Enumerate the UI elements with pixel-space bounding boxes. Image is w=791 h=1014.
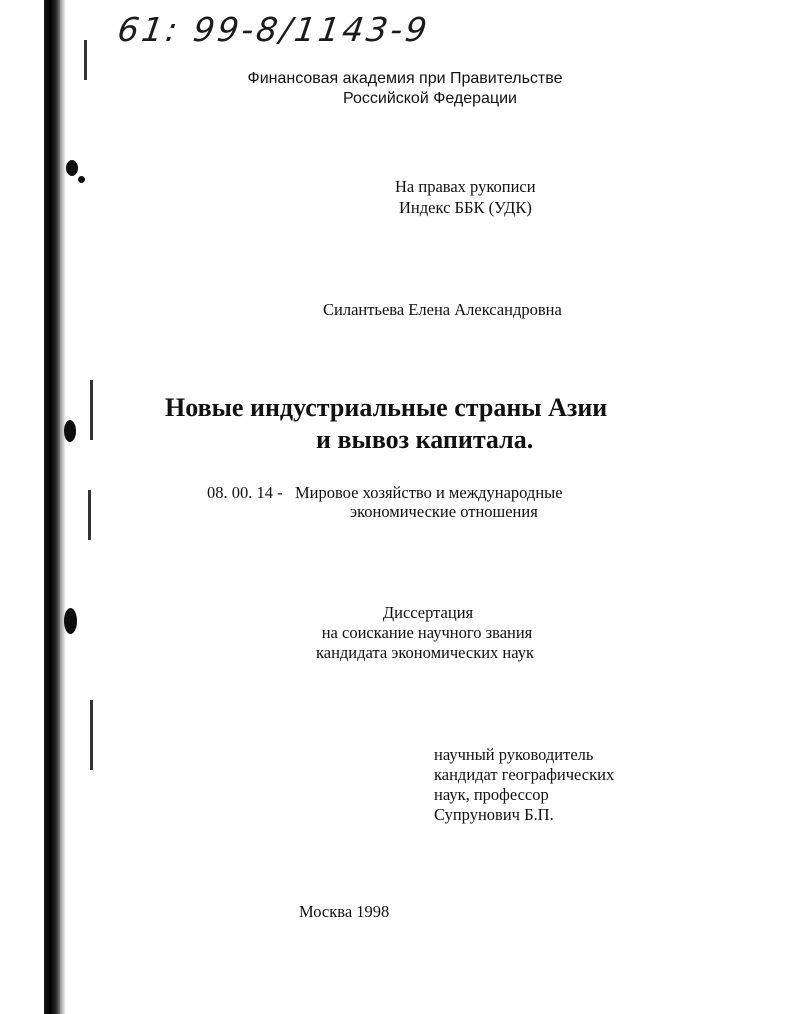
city-year: Москва 1998 [299, 902, 390, 921]
punch-hole-speck [64, 420, 76, 442]
author-name: Силантьева Елена Александровна [323, 300, 562, 319]
supervisor-line-2: кандидат географических [434, 765, 615, 784]
punch-hole-speck [66, 160, 78, 176]
specialty-line-1: Мировое хозяйство и международные [295, 483, 563, 502]
scan-dash-mark [90, 700, 93, 770]
scan-speck [78, 176, 85, 183]
institution-line-2: Российской Федерации [343, 90, 517, 107]
archive-code: 61: 99-8/1143-9 [115, 10, 433, 49]
scan-dash-mark [84, 40, 87, 80]
supervisor-line-3: наук, профессор [434, 785, 549, 804]
dissertation-title-line-2: и вывоз капитала. [316, 425, 534, 454]
degree-line-1: Диссертация [382, 603, 474, 622]
scan-dash-mark [90, 380, 93, 440]
supervisor-name: Супрунович Б.П. [434, 805, 554, 824]
scan-edge-shadow [60, 0, 66, 1014]
degree-line-2: на соискание научного звания [321, 623, 533, 642]
specialty-line-2: экономические отношения [350, 502, 538, 521]
degree-line-3: кандидата экономических наук [315, 643, 535, 662]
manuscript-rights: На правах рукописи [395, 177, 536, 196]
supervisor-line-1: научный руководитель [434, 745, 594, 764]
scan-dash-mark [88, 490, 91, 540]
bbk-index: Индекс ББК (УДК) [399, 198, 532, 217]
institution-line-1: Финансовая академия при Правительстве [247, 70, 563, 87]
dissertation-title-line-1: Новые индустриальные страны Азии [165, 393, 608, 422]
punch-hole-speck [64, 608, 77, 634]
scan-binding-edge [44, 0, 60, 1014]
specialty-code: 08. 00. 14 - [207, 483, 283, 502]
